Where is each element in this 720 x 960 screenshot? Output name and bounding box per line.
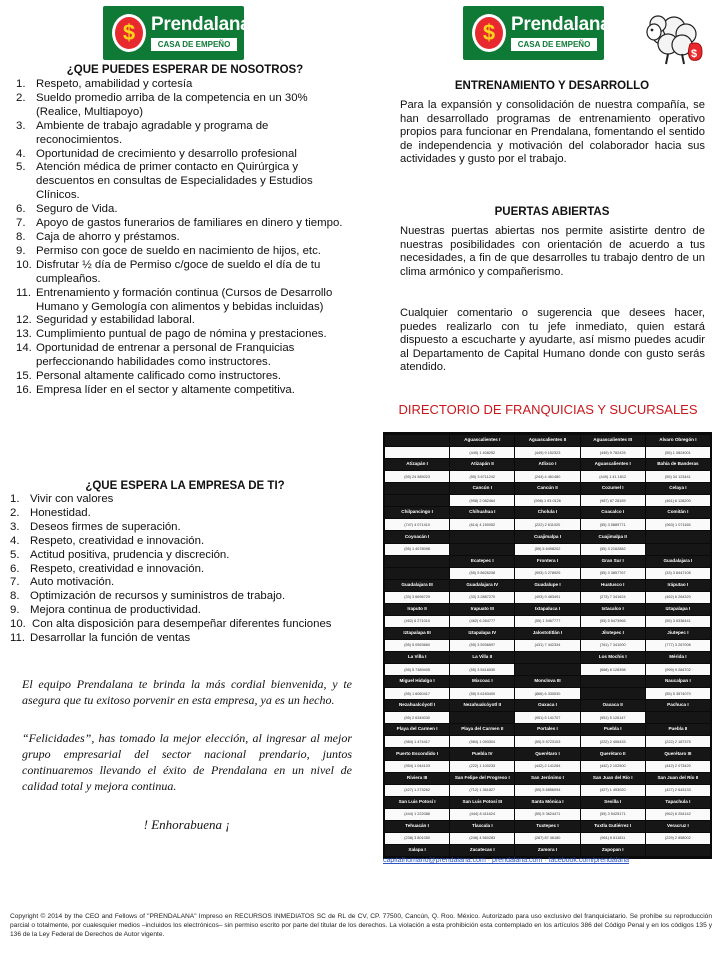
directory-branch-name: Aguascalientes III (581, 435, 645, 446)
directory-phone: (33) 3 8447105 (646, 568, 710, 579)
list-item: 6. Respeto, creatividad e innovación. (10, 562, 205, 575)
list-item: 15. Personal altamente calificado como instructores. (16, 370, 282, 383)
welcome-paragraph: El equipo Prendalana te brinda la más cordial bienvenida, y te asegura que tu exitoso porvenir en esta empresa, ya es un hecho. (22, 677, 352, 707)
sheep-mascot-icon (640, 4, 710, 68)
directory-branch-name: Cuajimalpa I (515, 531, 579, 542)
list-item: 3. Deseos firmes de superación. (10, 520, 181, 533)
directory-branch-name: Naucalpan I (646, 676, 710, 687)
directory-branch-name: Tuxtepec I (515, 821, 579, 832)
directory-branch-name: Zapopan I (581, 845, 645, 856)
directory-phone: (246) 4 560283 (450, 833, 514, 844)
directory-branch-name: Pachuca I (646, 700, 710, 711)
directory-branch-name: Mixcoac I (450, 676, 514, 687)
directory-phone: (998) 2 082464 (450, 495, 514, 506)
directory-branch-name: Tehuacán I (385, 821, 449, 832)
directory-title: DIRECTORIO DE FRANQUICIAS Y SUCURSALES (398, 402, 698, 417)
directory-phone: (951) 5 141707 (515, 712, 579, 723)
directory-phone: (33) 3 2887270 (450, 592, 514, 603)
directory-branch-name: Oaxaca II (581, 700, 645, 711)
directory-branch-name: Guadalupe I (515, 580, 579, 591)
directory-branch-name: San Jerónimo I (515, 773, 579, 784)
directory-phone: (747) 4 071410 (385, 519, 449, 530)
directory-empty-cell (450, 712, 514, 723)
directory-phone: (962) 6 254142 (646, 809, 710, 820)
directory-branch-name: Monclova III (515, 676, 579, 687)
directory-branch-name: San Luis Potosí III (450, 797, 514, 808)
directory-phone: (614) 4 150052 (450, 519, 514, 530)
directory-phone: (963) 1 071165 (646, 519, 710, 530)
directory-phone (385, 447, 449, 458)
directory-phone: (55) 5 6498202 (515, 544, 579, 555)
brand-name: Prendalana (511, 14, 611, 35)
directory-phone: (55) 1 0824001 (646, 447, 710, 458)
directory-phone: (987) 87 28159 (581, 495, 645, 506)
directory-branch-name: Cancún II (515, 483, 579, 494)
directory-phone: (462) 6 271010 (385, 616, 449, 627)
directory-phone: (993) 3 278929 (515, 568, 579, 579)
directory-empty-cell (581, 676, 645, 687)
list-item: 1. Vivir con valores (10, 493, 114, 505)
directory-branch-name: Portales I (515, 724, 579, 735)
directory-branch-name: Puebla IV (450, 748, 514, 759)
directory-phone: (462) 6 264320 (646, 592, 710, 603)
directory-branch-name: Ecatepec I (450, 556, 514, 567)
directory-branch-name: Sevilla I (581, 797, 645, 808)
directory-branch-name: Iraputo II (385, 604, 449, 615)
list-item: 5. Actitud positiva, prudencia y discreción. (10, 548, 230, 561)
enhorabuena-text: ! Enhorabuena ¡ (143, 817, 231, 832)
directory-branch-name: La Villa II (450, 652, 514, 663)
directory-branch-name: Iztapalapa III (385, 628, 449, 639)
directory-phone: (951) 5 126147 (581, 712, 645, 723)
expect-title: ¿QUE PUEDES ESPERAR DE NOSOTROS? (66, 64, 304, 76)
list-item: 1. Respeto, amabilidad y cortesía (16, 78, 193, 90)
directory-phone: (55) 3 5889771 (581, 519, 645, 530)
directory-phone: (55) 3 5416530 (450, 664, 514, 675)
list-item: 3. Ambiente de trabajo agradable y programa de reconocimientos. (16, 119, 269, 146)
directory-branch-name: Guadalajara I (646, 556, 710, 567)
directory-branch-name: Huatusco I (581, 580, 645, 591)
directory-branch-name: Los Mochis I (581, 652, 645, 663)
directory-phone: (222) 2 611020 (515, 519, 579, 530)
directory-branch-name: Cancún I (450, 483, 514, 494)
directory-branch-name: Frontera I (515, 556, 579, 567)
company-expect-title: ¿QUE ESPERA LA EMPRESA DE TI? (85, 480, 285, 492)
directory-phone: (55) 5 6183400 (450, 688, 514, 699)
directory-phone: (55) 5 5473966 (581, 616, 645, 627)
brand-logo-left (103, 6, 251, 60)
directory-phone: (427) 1 273262 (385, 785, 449, 796)
directory-phone: (668) 8 128398 (581, 664, 645, 675)
directory-empty-cell (450, 544, 514, 555)
directory-branch-name: Gran Sur I (581, 556, 645, 567)
directory-phone: (444) 1 222086 (385, 809, 449, 820)
training-title: ENTRENAMIENTO Y DESARROLLO (454, 80, 650, 92)
directory-branch-name: Iztapalapa IV (450, 628, 514, 639)
open-doors-text-1: Nuestras puertas abiertas nos permite asistirte dentro de nuestras posibilidades con orientación de acuerdo a tus necesidades, a fin de que desarrolles tu trabajo dentro de un clima armónico y compañerismo. (400, 225, 705, 278)
directory-phone: (55) 3 6336441 (646, 616, 710, 627)
directory-empty-cell (646, 712, 710, 723)
directory-empty-cell (646, 544, 710, 555)
directory-phone: (449) 9 152323 (515, 447, 579, 458)
directory-phone: (55) 3 5936697 (450, 640, 514, 651)
directory-branch-name: Veracruz I (646, 821, 710, 832)
directory-phone: (222) 2 406433 (581, 736, 645, 747)
list-item: 9. Permiso con goce de sueldo en nacimiento de hijos, etc. (16, 244, 321, 257)
list-item: 7. Apoyo de gastos funerarios de familiares en dinero y tiempo. (16, 217, 343, 230)
directory-empty-cell (646, 845, 710, 856)
directory-phone: (984) 1 474417 (385, 736, 449, 747)
directory-phone: (55) 3 5425171 (581, 809, 645, 820)
directory-branch-name: Santa Mónica I (515, 797, 579, 808)
list-item: 5. Atención médica de primer contacto en Quirúrgica y descuentos en consultas de Especialidades y Estudios Clínicos. (16, 161, 313, 202)
directory-branch-name: San Luis Potosí I (385, 797, 449, 808)
directory-branch-name: Querétaro III (646, 748, 710, 759)
directory-branch-name: Mérida I (646, 652, 710, 663)
directory-phone: (427) 1 493020 (581, 785, 645, 796)
directory-phone: (444) 8 411624 (450, 809, 514, 820)
directory-branch-name: Iztapalapa I (646, 604, 710, 615)
directory-branch-name: Xalapa I (385, 845, 449, 856)
directory-branch-name: Cholula I (515, 507, 579, 518)
directory-branch-name: Irapuato III (450, 604, 514, 615)
directory-branch-name: Cuajimalpa II (581, 531, 645, 542)
directory-branch-name: Miguel Hidalgo I (385, 676, 449, 687)
directory-branch-name: Atizapán II (450, 459, 514, 470)
directory-branch-name: La Villa I (385, 652, 449, 663)
list-item: 7. Auto motivación. (10, 576, 115, 589)
list-item: 12. Seguridad y estabilidad laboral. (16, 314, 195, 327)
directory-phone: (238) 3 801050 (385, 833, 449, 844)
directory-branch-name: Querétaro I (515, 748, 579, 759)
directory-phone: (493) 9 483491 (515, 592, 579, 603)
directory-phone: (866) 6 330530 (515, 688, 579, 699)
directory-phone: (55) 1 5467777 (515, 616, 579, 627)
directory-phone: (55) 34 123441 (646, 471, 710, 482)
directory-phone: (462) 6 264777 (450, 616, 514, 627)
directory-branch-name: San Juan del Río I (581, 773, 645, 784)
directory-phone: (55) 2 6345030 (385, 712, 449, 723)
directory-branch-name: Tuxtla Gutiérrez I (581, 821, 645, 832)
list-item: 2. Sueldo promedio arriba de la competencia en un 30% (Realice, Multiapoyo) (16, 91, 308, 118)
directory-phone: (55) 3 3857767 (581, 568, 645, 579)
directory-phone: (55) 5 6856094 (515, 785, 579, 796)
directory-phone: (55) 3 6711242 (450, 471, 514, 482)
directory-phone: (55) 5 7389405 (385, 664, 449, 675)
directory-phone: (287) 87 46180 (515, 833, 579, 844)
directory-branch-name: Chihuahua I (450, 507, 514, 518)
directory-branch-name: Jilotepec I (581, 628, 645, 639)
list-item: 4. Oportunidad de crecimiento y desarrollo profesional (16, 147, 297, 160)
directory-empty-cell (581, 688, 645, 699)
list-item: 10. Con alta disposición para desempeñar diferentes funciones (10, 618, 332, 631)
directory-phone: (222) 1 100233 (450, 761, 514, 772)
list-item: 9. Mejora continua de productividad. (10, 604, 201, 617)
directory-phone: (998) 1 93 0126 (515, 495, 579, 506)
directory-branch-name: Atizapán I (385, 459, 449, 470)
directory-empty-cell (450, 531, 514, 542)
list-item: 8. Caja de ahorro y préstamos. (16, 230, 180, 243)
directory-branch-name: Zamora I (515, 845, 579, 856)
list-item: 2. Honestidad. (10, 506, 91, 519)
list-item: 11. Desarrollar la función de ventas (10, 632, 191, 645)
directory-empty-cell (515, 652, 579, 663)
svg-text:$: $ (691, 48, 698, 60)
directory-phone: (954) 1 044103 (385, 761, 449, 772)
directory-phone: (273) 7 341624 (581, 592, 645, 603)
directory-phone: (55) 3 2162882 (581, 544, 645, 555)
directory-branch-name: San Juan del Río II (646, 773, 710, 784)
directory-branch-name: Aguascalientes II (515, 435, 579, 446)
directory-phone: (55) 1 6060417 (385, 688, 449, 699)
directory-phone: (55) 5 5723103 (515, 736, 579, 747)
directory-branch-name: Tlaxcala I (450, 821, 514, 832)
directory-phone: (442) 2 141264 (515, 761, 579, 772)
directory-empty-cell (385, 556, 449, 567)
directory-branch-name: Playa del Carmen II (450, 724, 514, 735)
directory-phone: (777) 3 267006 (646, 640, 710, 651)
directory-phone: (461) 6 128200 (646, 495, 710, 506)
open-doors-text-2: Cualquier comentario o sugerencia que desees hacer, puedes realizarlo con tu jefe inmediato, quien estará dispuesto a escucharte y ayudarte, así mismo puedes acudir al Departamento de Capital Humano donde con gusto serás atendido. (400, 307, 705, 374)
directory-phone: (244) 4 461480 (515, 471, 579, 482)
directory-branch-name: Chilpancingo I (385, 507, 449, 518)
brand-tagline: CASA DE EMPEÑO (151, 38, 237, 51)
directory-branch-name: Puerto Escondido I (385, 748, 449, 759)
list-item: 13. Cumplimiento puntual de pago de nómina y prestaciones. (16, 328, 327, 341)
directory-branch-name: Ixtacalco I (581, 604, 645, 615)
directory-phone: (55) 5 3574070 (646, 688, 710, 699)
directory-branch-name: Celaya I (646, 483, 710, 494)
directory-branch-name: Aguascalientes I (450, 435, 514, 446)
company-expect-list (10, 493, 353, 646)
directory-branch-name: Ixtapaluca I (515, 604, 579, 615)
directory-branch-name: Puebla II (646, 724, 710, 735)
directory-branch-name: Guadalajara IV (450, 580, 514, 591)
list-item: 4. Respeto, creatividad e innovación. (10, 534, 205, 547)
directory-branch-name: Jiutepec I (646, 628, 710, 639)
directory-phone: (961) 6 611811 (581, 833, 645, 844)
directory-phone: (984) 1 093304 (450, 736, 514, 747)
directory-phone: (442) 2 102500 (581, 761, 645, 772)
directory-empty-cell (646, 531, 710, 542)
directory-branch-name: Aguascalientes I (581, 459, 645, 470)
directory-branch-name: Coacalco I (581, 507, 645, 518)
directory-phone: (55) 5 3624471 (515, 809, 579, 820)
directory-phone: (55) 5 0953660 (385, 640, 449, 651)
directory-empty-cell (515, 664, 579, 675)
directory-empty-cell (385, 495, 449, 506)
directory-branch-name: Iráputao I (646, 580, 710, 591)
open-doors-title: PUERTAS ABIERTAS (494, 206, 610, 218)
list-item: 16. Empresa líder en el sector y altamente competitiva. (16, 383, 295, 396)
directory-branch-name: Bahía de Banderas (646, 459, 710, 470)
dollar-emblem-icon: $ (472, 14, 506, 52)
copyright-footer: Copyright © 2014 by the CEO and Fellows of "PRENDALANA" Impreso en RECURSOS INMEDIATOS SC de RL de CV, CP. 77500, Cancún, Q. Roo. México. Autorizado para uso exclusivo del franquiciatario. Se prohíbe su reproducción parcial o totalmente, por cualesquier medios –incluidos los electrónicos– sin permiso escrito por parte del titular de los derechos. La violación a esta prohibición esta contemplado en los artículos 386 del Código Penal y en los códigos 135 y 136 de la Ley Federal de Derechos de Autor vigente. (10, 913, 712, 938)
list-item: 14. Oportunidad de entrenar a personal de Franquicias perfeccionando habilidades como instructores. (16, 342, 295, 369)
directory-phone: (761) 7 341000 (581, 640, 645, 651)
directory-branch-name: Jalostotitlán I (515, 628, 579, 639)
directory-empty-cell (385, 483, 449, 494)
directory-branch-name: Querétaro II (581, 748, 645, 759)
training-text: Para la expansión y consolidación de nuestra compañía, se han desarrollado programas de entrenamiento operativo propios para funcionar en Prendalana, fomentando el sentido de independencia y motivación del colaborador hacia sus actividades y gusto por el trabajo. (400, 99, 705, 166)
directory-branch-name: San Felipe del Progreso I (450, 773, 514, 784)
list-item: 10. Disfrutar ½ día de Permiso c/goce de sueldo el día de tu cumpleaños. (16, 258, 321, 285)
directory-branch-name: Comitán I (646, 507, 710, 518)
directory-phone: (449) 1 408252 (450, 447, 514, 458)
directory-branch-name: Puebla I (581, 724, 645, 735)
directory-phone: (55) 5 8626208 (450, 568, 514, 579)
dollar-emblem-icon: $ (112, 14, 146, 52)
brand-name: Prendalana (151, 14, 251, 35)
directory-phone: (33) 3 6696729 (385, 592, 449, 603)
directory-branch-name (385, 435, 449, 446)
directory-branch-name: Zacatecas I (450, 845, 514, 856)
brand-logo-right (463, 6, 611, 60)
directory-branch-name: Alvaro Obregón I (646, 435, 710, 446)
list-item: 8. Optimización de recursos y suministros de trabajo. (10, 590, 286, 603)
directory-branch-name: Tapachula I (646, 797, 710, 808)
congratulations-paragraph: “Felicidades”, has tomado la mejor elección, al ingresar al mejor grupo empresarial del sector nacional prendario, juntos continuaremos llevando el éxito de Prendalana en un nivel de calidad total y mejora continua. (22, 731, 352, 793)
directory-branch-name: Nezahualcóyotl I (385, 700, 449, 711)
directory-phone: (55) 1 4078098 (385, 544, 449, 555)
brand-tagline: CASA DE EMPEÑO (511, 38, 597, 51)
list-item: 6. Seguro de Vida. (16, 203, 118, 216)
directory-branch-name: Guadalajara III (385, 580, 449, 591)
directory-branch-name: Cozumel I (581, 483, 645, 494)
directory-branch-name: Nezahualcóyotl II (450, 700, 514, 711)
directory-phone: (449) 9 782425 (581, 447, 645, 458)
directory-phone: (442) 2 073420 (646, 761, 710, 772)
directory-phone: (222) 2 187375 (646, 736, 710, 747)
list-item: 11. Entrenamiento y formación continua (Cursos de Desarrollo Humano y Gemología con alimentos y bebidas incluidas) (16, 286, 333, 313)
directory-branch-name: Riviera III (385, 773, 449, 784)
directory-phone: (449) 1 41 1812 (581, 471, 645, 482)
directory-phone: (427) 2 643133 (646, 785, 710, 796)
directory-phone: (431) 7 442334 (515, 640, 579, 651)
directory-table (383, 432, 712, 859)
expect-list (16, 78, 353, 398)
directory-branch-name: Playa del Carmen I (385, 724, 449, 735)
directory-phone: (999) 9 284702 (646, 664, 710, 675)
directory-empty-cell (385, 568, 449, 579)
directory-phone: (712) 1 361827 (450, 785, 514, 796)
directory-phone: (55) 24 585023 (385, 471, 449, 482)
directory-branch-name: Atlixco I (515, 459, 579, 470)
directory-grid (385, 435, 710, 856)
directory-branch-name: Oaxaca I (515, 700, 579, 711)
directory-links[interactable]: capitalhumano@prendalana.com · prendalana.com · facebook.com/prendalana (383, 857, 630, 864)
directory-branch-name: Coyoacán I (385, 531, 449, 542)
directory-phone: (229) 2 858002 (646, 833, 710, 844)
